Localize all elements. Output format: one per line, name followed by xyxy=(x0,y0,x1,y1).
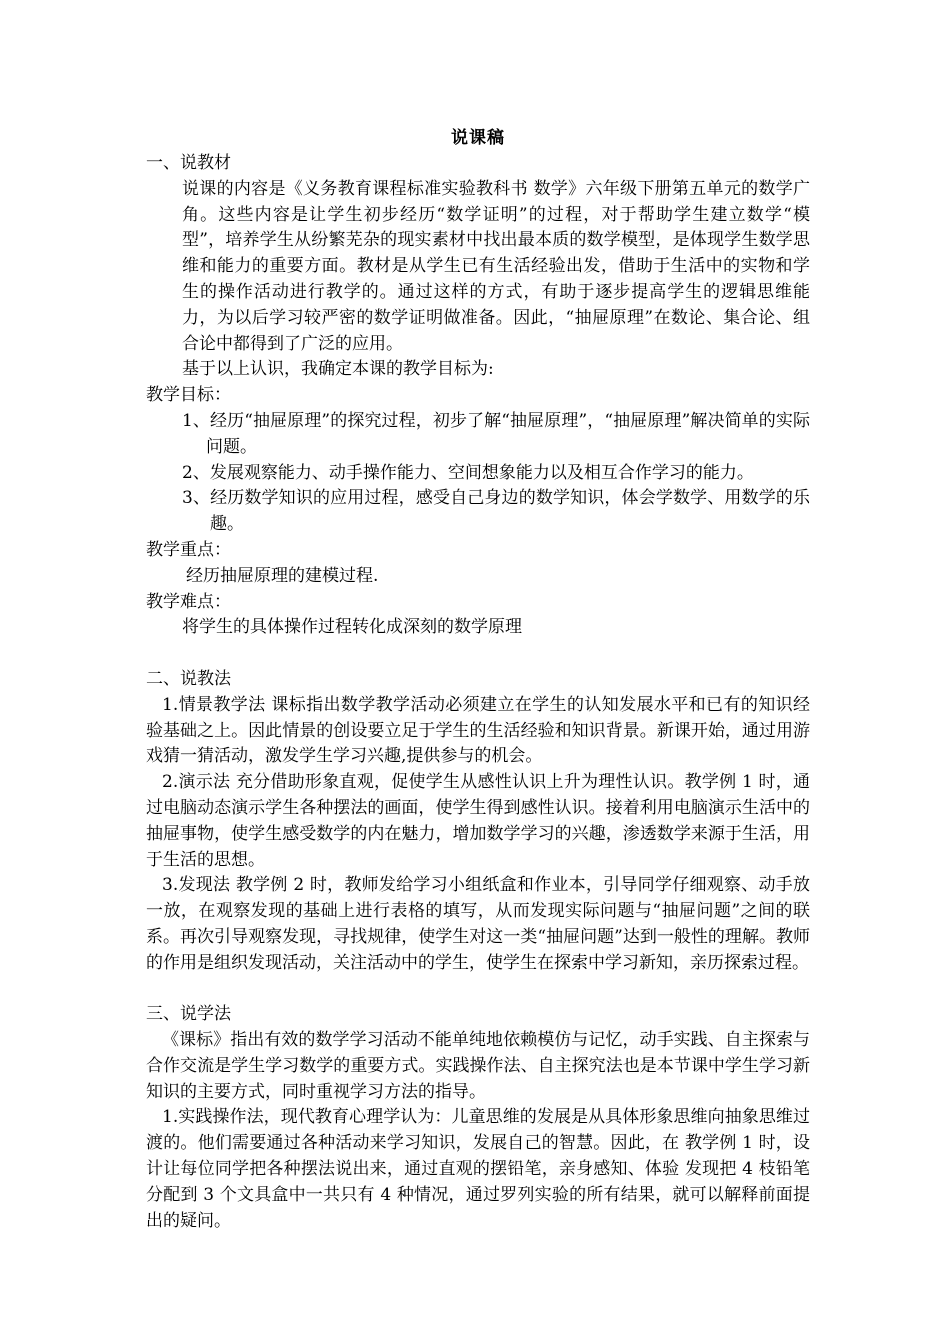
material-paragraph: 说课的内容是《义务教育课程标准实验教科书 数学》六年级下册第五单元的数学广角。这些内容是让学生初步经历“数学证明”的过程，对于帮助学生建立数学“模型”，培养学生从纷繁芜杂的现实素材中找出最本质的数学模型，是体现学生数学思维和能力的重要方面。教材是从学生已有生活经验出发，借助于生活中的实物和学生的操作活动进行教学的。通过这样的方式，有助于逐步提高学生的逻辑思维能力，为以后学习较严密的数学证明做准备。因此，“抽屉原理”在数论、集合论、组合论中都得到了广泛的应用。 xyxy=(182,178,810,354)
spacer xyxy=(146,641,810,667)
section-heading-teaching-methods: 二、说教法 xyxy=(146,668,231,689)
learning-method-item: 《课标》指出有效的数学学习活动不能单纯地依赖模仿与记忆，动手实践、自主探索与合作交流是学生学习数学的重要方式。实践操作法、自主探究法也是本节课中学生学习新知识的主要方式，同时重视学习方法的指导。 xyxy=(146,1030,810,1102)
basis-paragraph: 基于以上认识，我确定本课的教学目标为: xyxy=(182,359,494,380)
spacer xyxy=(146,977,810,1003)
section-heading-teaching-material: 一、说教材 xyxy=(146,153,231,173)
teaching-difficulty-text: 将学生的具体操作过程转化成深刻的数学原理 xyxy=(182,617,522,638)
teaching-key-text: 经历抽屉原理的建模过程. xyxy=(186,565,379,586)
document-title: 说课稿 xyxy=(451,128,505,148)
learning-method-item: 1.实践操作法，现代教育心理学认为：儿童思维的发展是从具体形象思维向抽象思维过渡的。他们需要通过各种活动来学习知识，发展自己的智慧。因此，在 教学例 1 时，设计让每位同学把各种摆法说出来，通过直观的摆铅笔，亲身感知、体验 发现把 4 枝铅笔分配到 3 个文具盒中一共只有 4 种情况，通过罗列实验的所有结果，就可以解释前面提出的疑问。 xyxy=(146,1107,810,1231)
goal-item: 1、经历“抽屉原理”的探究过程，初步了解“抽屉原理”，“抽屉原理”解决简单的实际问题。 xyxy=(182,410,810,457)
document-page xyxy=(146,125,810,1234)
method-item: 2.演示法 充分借助形象直观，促使学生从感性认识上升为理性认识。教学例 1 时，通过电脑动态演示学生各种摆法的画面，使学生得到感性认识。接着利用电脑演示生活中的抽屉事物，使学生感受数学的内在魅力，增加数学学习的兴趣，渗透数学来源于生活，用于生活的思想。 xyxy=(146,772,810,870)
goal-item: 3、经历数学知识的应用过程，感受自己身边的数学知识，体会学数学、用数学的乐趣。 xyxy=(182,488,810,535)
teaching-difficulty-label: 教学难点： xyxy=(146,591,231,612)
teaching-goals-label: 教学目标： xyxy=(146,385,231,406)
method-item: 3.发现法 教学例 2 时，教师发给学习小组纸盒和作业本，引导同学仔细观察、动手放一放，在观察发现的基础上进行表格的填写，从而发现实际问题与“抽屉问题”之间的联系。再次引导观察发现，寻找规律，使学生对这一类“抽屉问题”达到一般性的理解。教师的作用是组织发现活动，关注活动中的学生，使学生在探索中学习新知，亲历探索过程。 xyxy=(146,875,810,973)
method-item: 1.情景教学法 课标指出数学教学活动必须建立在学生的认知发展水平和已有的知识经验基础之上。因此情景的创设要立足于学生的生活经验和知识背景。新课开始，通过用游戏猜一猜活动，激发学生学习兴趣,提供参与的机会。 xyxy=(146,694,810,767)
section-heading-learning-methods: 三、说学法 xyxy=(146,1004,231,1025)
goal-item: 2、发展观察能力、动手操作能力、空间想象能力以及相互合作学习的能力。 xyxy=(182,462,754,483)
teaching-key-label: 教学重点： xyxy=(146,539,231,560)
